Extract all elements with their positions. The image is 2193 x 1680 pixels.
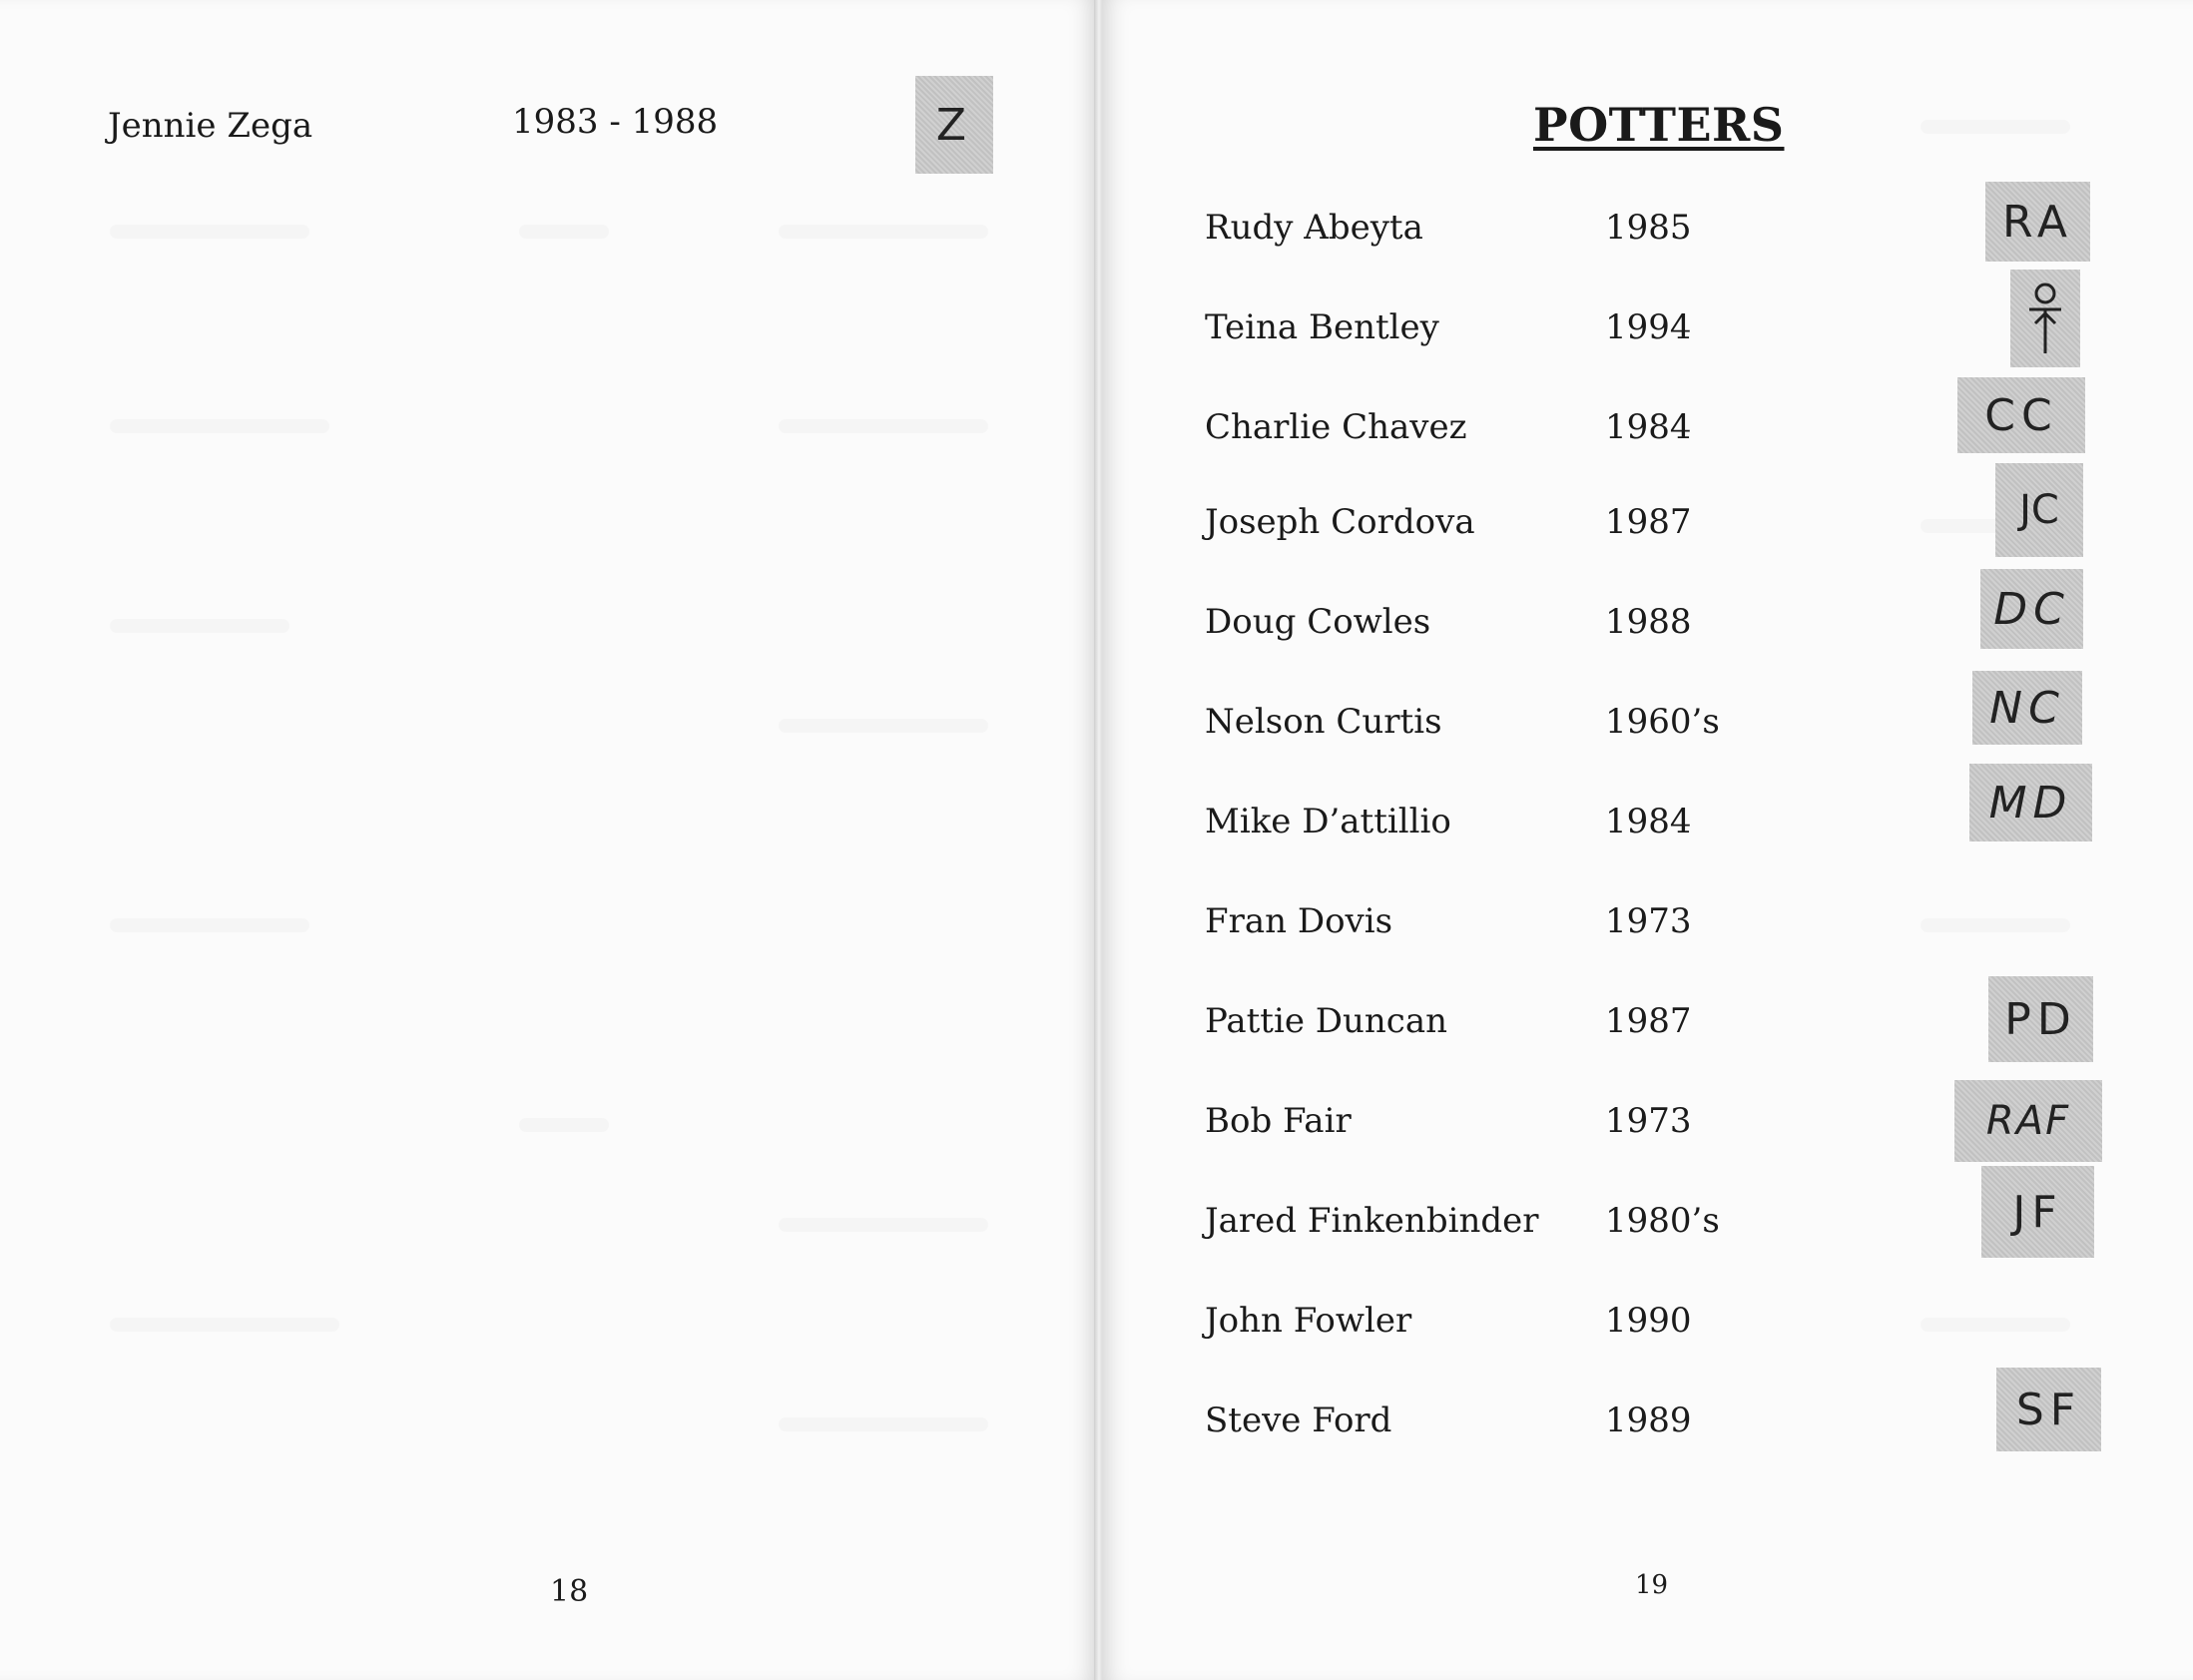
potter-year: 1984 <box>1605 802 1692 841</box>
potter-name: Rudy Abeyta <box>1205 208 1423 248</box>
mark-text: RA <box>2002 196 2073 248</box>
potter-year: 1984 <box>1605 407 1692 447</box>
potter-name: Jared Finkenbinder <box>1205 1201 1539 1241</box>
potter-name: Pattie Duncan <box>1205 1001 1448 1041</box>
potter-name: Joseph Cordova <box>1205 502 1475 542</box>
left-page <box>0 0 1096 1680</box>
potter-mark-image <box>1969 764 2092 841</box>
potter-year: 1990 <box>1605 1301 1692 1341</box>
potter-name: Teina Bentley <box>1205 307 1439 347</box>
potter-mark-image <box>1957 377 2085 453</box>
potter-year: 1980’s <box>1605 1201 1720 1241</box>
mark-text: JC <box>2019 487 2059 533</box>
mark-text: MD <box>1988 777 2073 829</box>
mark-text: NC <box>1989 682 2065 734</box>
potter-mark-image <box>1981 1166 2094 1258</box>
potter-year: 1985 <box>1605 208 1692 248</box>
potter-year: 1994 <box>1605 307 1692 347</box>
potter-mark-image <box>2010 270 2080 367</box>
potter-name: Nelson Curtis <box>1205 702 1442 742</box>
potter-name: Charlie Chavez <box>1205 407 1467 447</box>
potter-name: Fran Dovis <box>1205 901 1393 941</box>
potter-year: 1973 <box>1605 901 1692 941</box>
potter-mark-image <box>1954 1080 2102 1162</box>
mark-text: RAF <box>1985 1098 2071 1144</box>
section-heading: POTTERS <box>1533 98 1785 152</box>
page-number-18: 18 <box>550 1574 589 1609</box>
entry-years: 1983 - 1988 <box>512 102 719 142</box>
potter-mark-image <box>1995 463 2083 557</box>
potter-name: Steve Ford <box>1205 1400 1392 1440</box>
potter-name: Bob Fair <box>1205 1101 1352 1141</box>
potter-mark-image <box>915 76 993 174</box>
mark-text: SF <box>2015 1384 2082 1435</box>
page-number-19: 19 <box>1635 1570 1669 1600</box>
mark-text: Z <box>935 99 973 151</box>
mark-text: JF <box>2012 1186 2063 1238</box>
mark-text: DC <box>1993 583 2070 635</box>
potter-year: 1988 <box>1605 602 1692 642</box>
potter-name: Mike D’attillio <box>1205 802 1451 841</box>
potter-name: John Fowler <box>1205 1301 1412 1341</box>
potter-mark-image <box>1985 182 2090 262</box>
stick-figure-glyph-icon <box>2025 280 2065 357</box>
mark-text: CC <box>1984 389 2058 441</box>
potter-mark-image <box>1996 1368 2101 1451</box>
potter-year: 1960’s <box>1605 702 1720 742</box>
potter-year: 1973 <box>1605 1101 1692 1141</box>
entry-name: Jennie Zega <box>108 106 313 146</box>
potter-mark-image <box>1980 569 2083 649</box>
potter-year: 1989 <box>1605 1400 1692 1440</box>
potter-name: Doug Cowles <box>1205 602 1431 642</box>
potter-mark-image <box>1988 976 2093 1062</box>
mark-text: PD <box>2004 993 2077 1045</box>
potter-year: 1987 <box>1605 502 1692 542</box>
potter-year: 1987 <box>1605 1001 1692 1041</box>
potter-mark-image <box>1972 671 2082 745</box>
